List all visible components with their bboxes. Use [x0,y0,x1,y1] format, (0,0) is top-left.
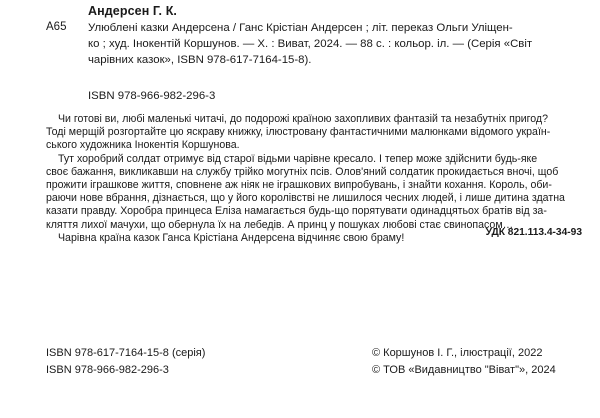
annotation-line: ського художника Інокентія Коршунова. [46,139,240,152]
copyright-illustrations: © Коршунов І. Г., ілюстрації, 2022 [372,347,543,359]
annotation-line: своє бажання, викликавши на службу трійко могутніх псів. Олов'яний солдатик прокидається вночі, щоб [46,165,559,178]
annotation-line: кляття лихої мачухи, що обернула їх на лебедів. А принц у пошуках любові стає свинопасом… [46,218,514,231]
udc-code: УДК 821.113.4-34-93 [485,227,582,238]
annotation-line: казати правду. Хоробра принцеса Еліза намагається будь-що порятувати одинадцятьох братів від за- [46,205,547,218]
isbn-main: ISBN 978-966-982-296-3 [88,90,216,102]
isbn-list [46,345,205,378]
copyright-block [372,345,556,378]
author-heading: Андерсен Г. К. [88,4,177,18]
annotation-line: раючи нове вбрання, дізнається, що у його королівстві не лишилося чесних людей, і лише дитина здатна [46,192,565,205]
annotation-line: прожити іграшкове життя, сповнене аж ніяк не іграшкових випробувань, і знайти кохання. Король, оби- [46,179,552,192]
copyright-publisher: © ТОВ «Видавництво "Віват"», 2024 [372,363,556,376]
biblio-line: Улюблені казки Андерсена / Ганс Крістіан Андерсен ; літ. переказ Ольги Уліщен- [88,22,513,34]
classification-code: А65 [46,21,67,33]
biblio-line: чарівних казок», ISBN 978-617-7164-15-8). [88,54,312,66]
annotation [46,113,576,245]
annotation-line: Тут хоробрий солдат отримує від старої відьми чарівне кресало. І тепер може здійснити будь-яке [58,152,538,165]
biblio-line: ко ; худ. Інокентій Коршунов. — Х. : Виват, 2024. — 88 с. : кольор. іл. — (Серія «Світ [88,38,533,50]
annotation-line: Чарівна країна казок Ганса Крістіана Андерсена відчиняє свою браму! [58,231,405,244]
bibliographic-description [88,20,588,68]
isbn-book: ISBN 978-966-982-296-3 [46,363,169,376]
annotation-line: Чи готові ви, любі маленькі читачі, до подорожі країною захопливих фантазій та незабутніх пригод? [58,113,548,125]
annotation-line: Тоді мерщій розгортайте цю яскраву книжку, ілюстровану фантастичними малюнками відомого україн- [46,126,551,139]
isbn-series: ISBN 978-617-7164-15-8 (серія) [46,347,206,359]
